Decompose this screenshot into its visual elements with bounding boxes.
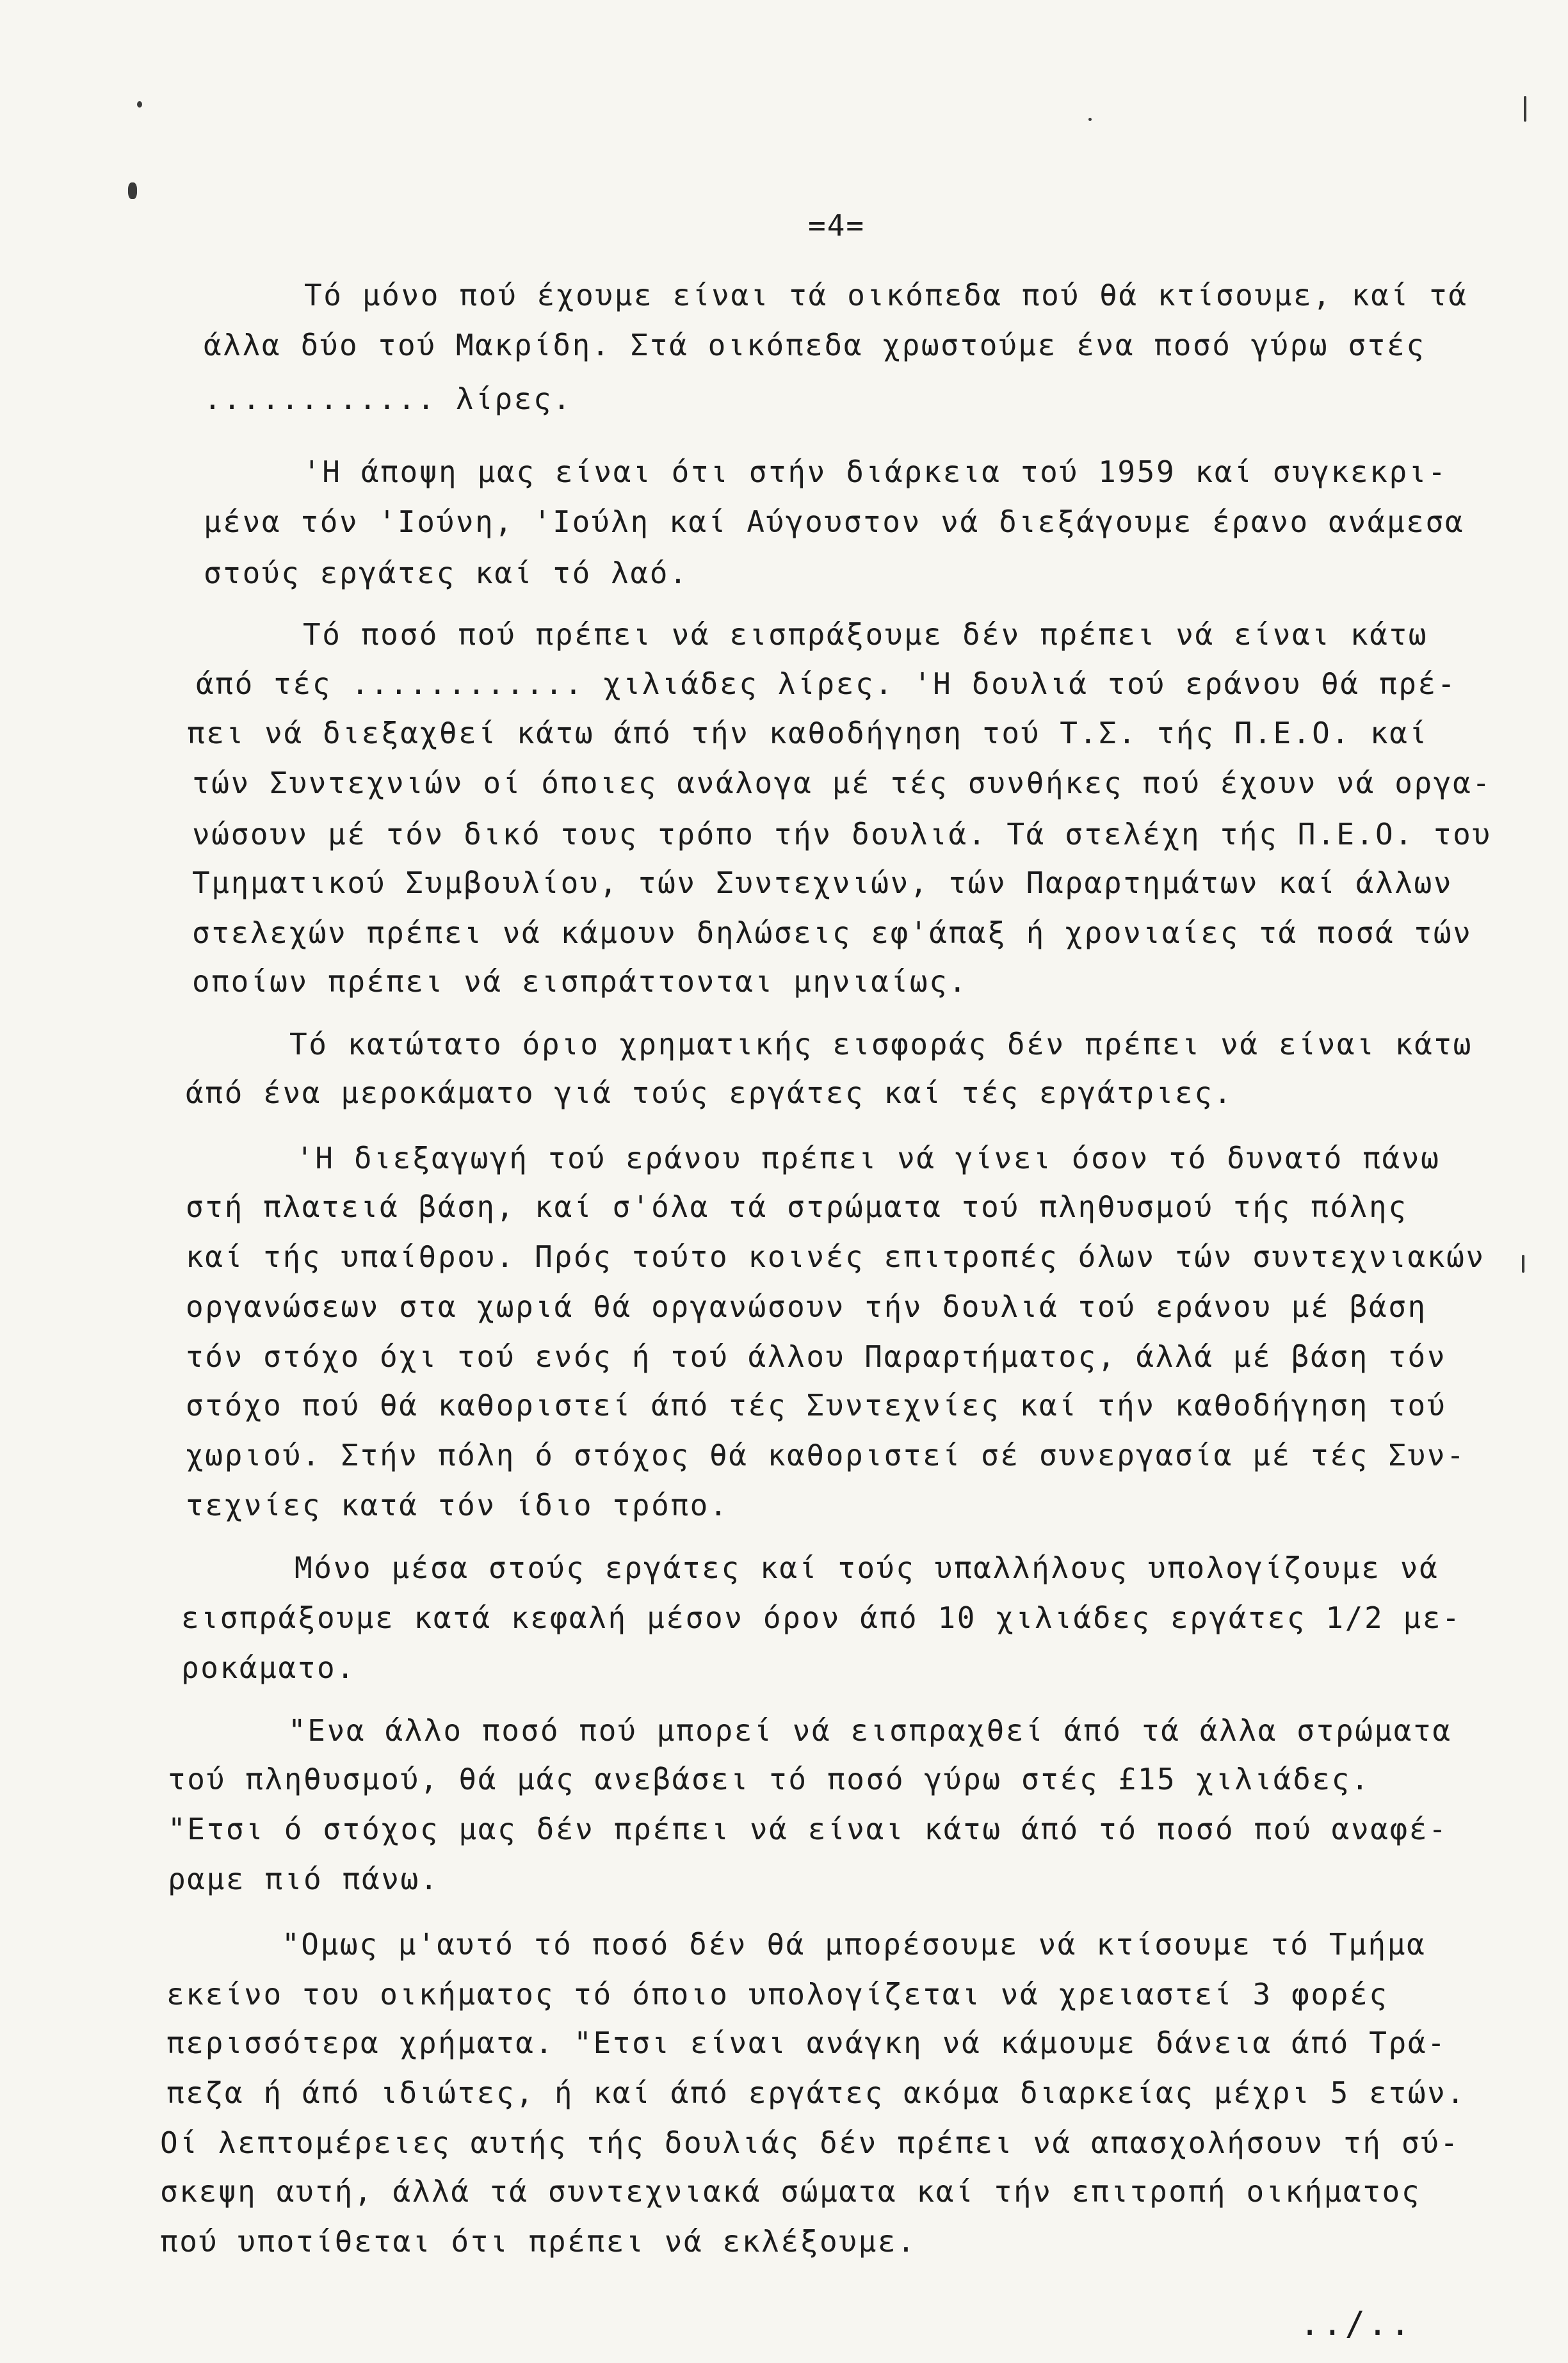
text-line: πεζα ή άπό ιδιώτες, ή καί άπό εργάτες ακόμα διαρκείας μέχρι 5 ετών. bbox=[166, 2076, 1466, 2110]
text-line: Τμηματικού Συμβουλίου, τών Συντεχνιών, τών Παραρτημάτων καί άλλων bbox=[192, 866, 1453, 900]
text-line: Τό κατώτατο όριο χρηματικής εισφοράς δέν πρέπει νά είναι κάτω bbox=[289, 1027, 1473, 1061]
text-line: Τό μόνο πού έχουμε είναι τά οικόπεδα πού θά κτίσουμε, καί τά bbox=[304, 278, 1468, 312]
text-line: τού πληθυσμού, θά μάς ανεβάσει τό ποσό γύρω στές £15 χιλιάδες. bbox=[168, 1762, 1371, 1796]
page-number: =4= bbox=[808, 208, 866, 243]
text-line: νώσουν μέ τόν δικό τους τρόπο τήν δουλιά. Τά στελέχη τής Π.Ε.Ο. του bbox=[192, 817, 1492, 851]
text-line: τόν στόχο όχι τού ενός ή τού άλλου Παραρτήματος, άλλά μέ βάση τόν bbox=[186, 1339, 1447, 1374]
text-line: ροκάματο. bbox=[181, 1650, 356, 1685]
text-line: τεχνίες κατά τόν ίδιο τρόπο. bbox=[186, 1488, 729, 1522]
text-line: πει νά διεξαχθεί κάτω άπό τήν καθοδήγηση τού Τ.Σ. τής Π.Ε.Ο. καί bbox=[187, 716, 1428, 750]
text-line: Οί λεπτομέρειες αυτής τής δουλιάς δέν πρέπει νά απασχολήσουν τή σύ- bbox=[160, 2125, 1460, 2160]
continuation-mark: ../.. bbox=[1300, 2305, 1413, 2343]
text-line: 'Η άποψη μας είναι ότι στήν διάρκεια τού 1959 καί συγκεκρι- bbox=[303, 455, 1448, 489]
text-line: τών Συντεχνιών οί όποιες ανάλογα μέ τές συνθήκες πού έχουν νά οργα- bbox=[192, 766, 1492, 800]
text-line: οργανώσεων στα χωριά θά οργανώσουν τήν δουλιά τού εράνου μέ βάση bbox=[186, 1289, 1427, 1324]
scan-speck bbox=[1524, 96, 1526, 122]
text-line: εισπράξουμε κατά κεφαλή μέσον όρον άπό 10 χιλιάδες εργάτες 1/2 με- bbox=[181, 1601, 1462, 1635]
text-line: άπό ένα μεροκάματο γιά τούς εργάτες καί τές εργάτριες. bbox=[186, 1076, 1233, 1110]
text-line: Μόνο μέσα στούς εργάτες καί τούς υπαλλήλους υπολογίζουμε νά bbox=[295, 1551, 1439, 1585]
text-line: 'Η διεξαγωγή τού εράνου πρέπει νά γίνει όσον τό δυνατό πάνω bbox=[296, 1141, 1441, 1175]
text-line: περισσότερα χρήματα. "Ετσι είναι ανάγκη νά κάμουμε δάνεια άπό Τρά- bbox=[166, 2026, 1447, 2060]
scan-speck bbox=[1522, 1255, 1524, 1273]
text-line: στόχο πού θά καθοριστεί άπό τές Συντεχνίες καί τήν καθοδήγηση τού bbox=[186, 1388, 1447, 1423]
text-line: στελεχών πρέπει νά κάμουν δηλώσεις εφ'άπαξ ή χρονιαίες τά ποσά τών bbox=[192, 915, 1473, 950]
text-line: στούς εργάτες καί τό λαό. bbox=[204, 556, 689, 590]
text-line: σκεψη αυτή, άλλά τά συντεχνιακά σώματα καί τήν επιτροπή οικήματος bbox=[160, 2174, 1421, 2209]
text-line: ραμε πιό πάνω. bbox=[168, 1862, 440, 1896]
text-line: Τό ποσό πού πρέπει νά εισπράξουμε δέν πρέπει νά είναι κάτω bbox=[303, 617, 1428, 652]
text-line: άλλα δύο τού Μακρίδη. Στά οικόπεδα χρωστούμε ένα ποσό γύρω στές bbox=[204, 328, 1426, 362]
text-line: χωριού. Στήν πόλη ό στόχος θά καθοριστεί σέ συνεργασία μέ τές Συν- bbox=[186, 1438, 1466, 1472]
scan-speck bbox=[137, 101, 142, 108]
text-line: ............ λίρες. bbox=[204, 382, 572, 416]
text-line: οποίων πρέπει νά εισπράττονται μηνιαίως. bbox=[192, 964, 968, 999]
text-line: "Ενα άλλο ποσό πού μπορεί νά εισπραχθεί άπό τά άλλα στρώματα bbox=[288, 1713, 1452, 1748]
text-line: "Ετσι ό στόχος μας δέν πρέπει νά είναι κάτω άπό τό ποσό πού αναφέ- bbox=[168, 1812, 1448, 1846]
scan-speck bbox=[128, 182, 137, 199]
text-line: στή πλατειά βάση, καί σ'όλα τά στρώματα τού πληθυσμού τής πόλης bbox=[186, 1190, 1408, 1224]
text-line: εκείνο του οικήματος τό όποιο υπολογίζεται νά χρειαστεί 3 φορές bbox=[166, 1977, 1389, 2012]
text-line: "Ομως μ'αυτό τό ποσό δέν θά μπορέσουμε νά κτίσουμε τό Τμήμα bbox=[282, 1927, 1427, 1962]
text-line: μένα τόν 'Ιούνη, 'Ιούλη καί Αύγουστον νά διεξάγουμε έρανο ανάμεσα bbox=[204, 504, 1465, 539]
text-line: καί τής υπαίθρου. Πρός τούτο κοινές επιτροπές όλων τών συντεχνιακών bbox=[186, 1239, 1485, 1274]
text-line: πού υποτίθεται ότι πρέπει νά εκλέξουμε. bbox=[160, 2224, 917, 2259]
scan-speck bbox=[1088, 118, 1092, 121]
text-line: άπό τές ............ χιλιάδες λίρες. 'Η δουλιά τού εράνου θά πρέ- bbox=[196, 666, 1457, 701]
